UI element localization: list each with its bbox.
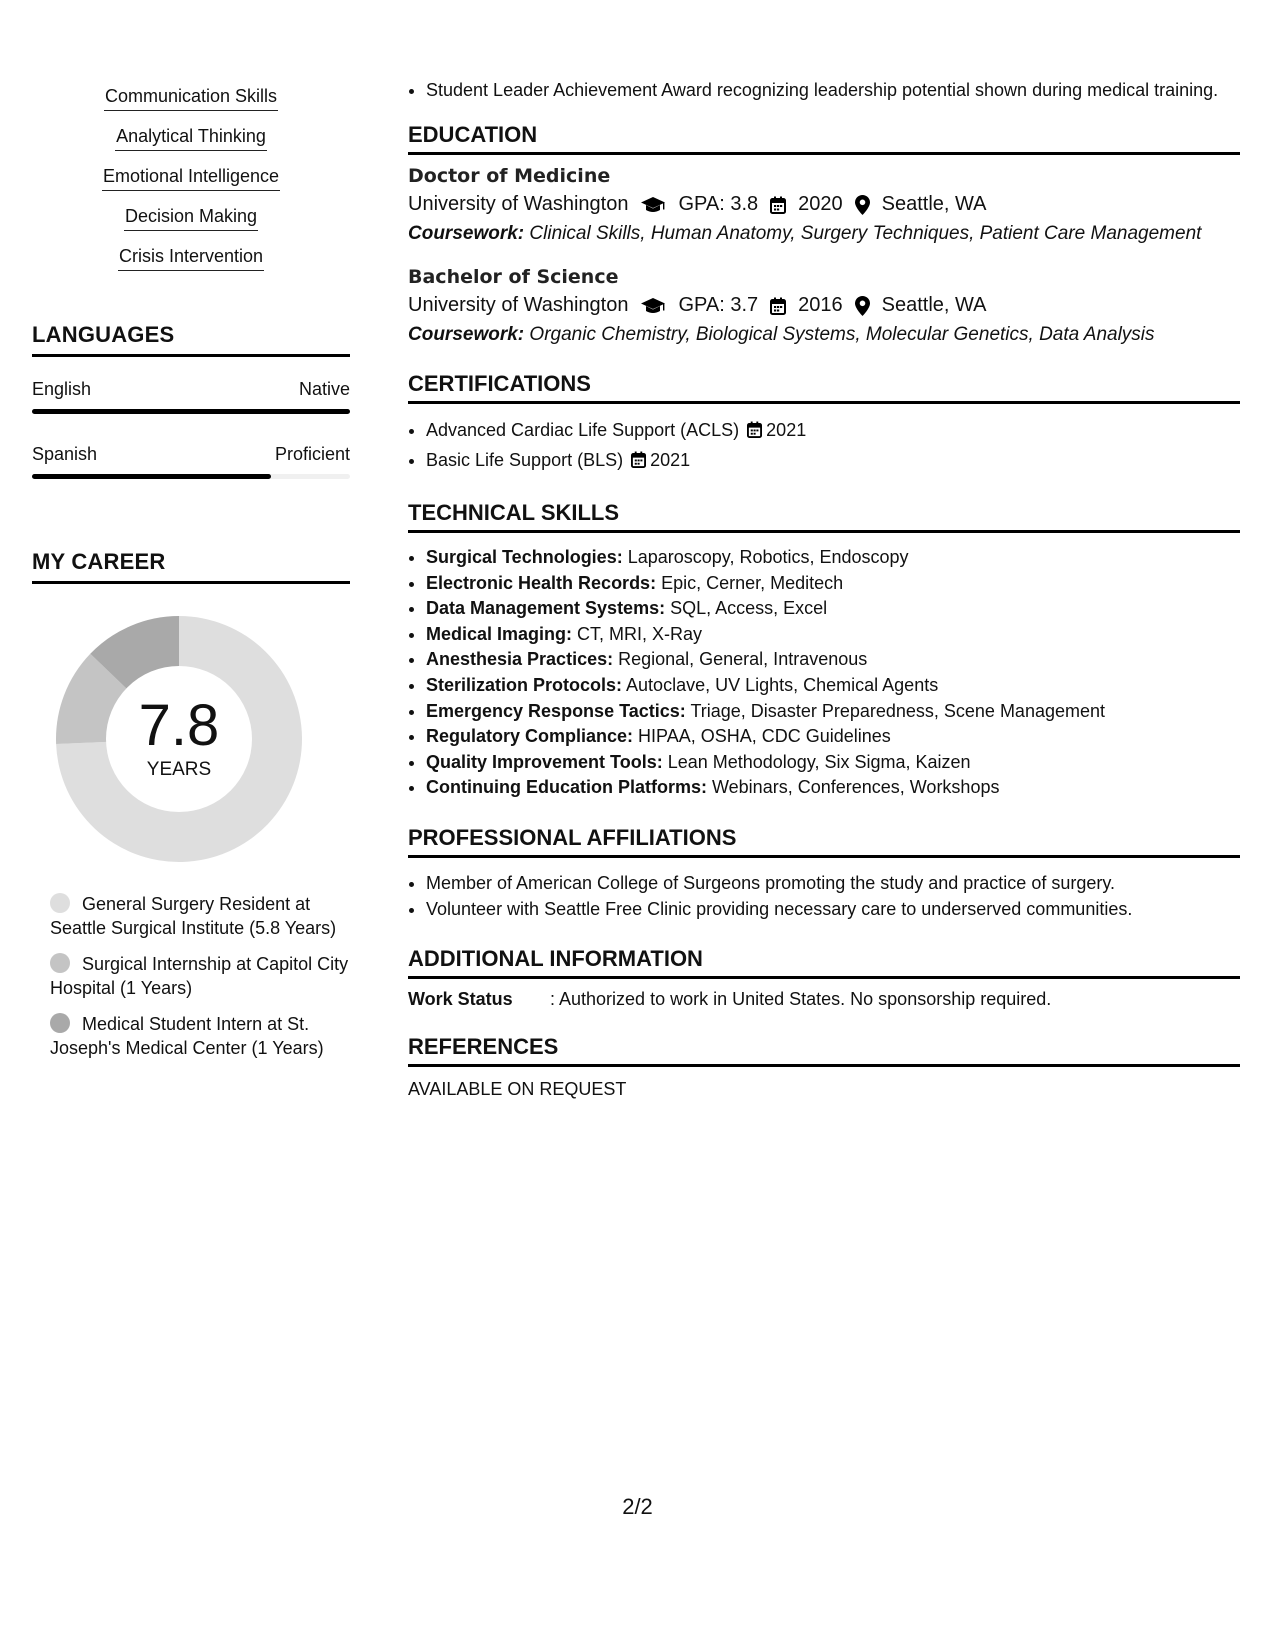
- language-english: [32, 379, 350, 414]
- legend-dot: [50, 893, 70, 913]
- education-entry: [408, 165, 1240, 246]
- language-level: Proficient: [274, 444, 350, 464]
- legend-label: Medical Student Intern at St. Joseph's Medical Center (1 Years): [50, 1014, 324, 1058]
- certification-item: [426, 446, 1240, 476]
- technical-skill-item: [426, 699, 1240, 725]
- work-status-label: Work Status: [408, 988, 513, 1009]
- skill-values: Laparoscopy, Robotics, Endoscopy: [622, 547, 909, 567]
- technical-skill-item: [426, 571, 1240, 597]
- sidebar: [32, 78, 350, 1072]
- skill-values: Triage, Disaster Preparedness, Scene Management: [685, 700, 1106, 721]
- legend-item: [50, 952, 350, 1000]
- technical-skill-item: [426, 596, 1240, 622]
- language-bar-fill: [32, 474, 271, 479]
- graduation-year: 2020: [798, 193, 843, 215]
- technical-skill-item: [426, 750, 1240, 776]
- skill-item: Communication Skills: [104, 86, 278, 111]
- education-entry: [408, 266, 1240, 347]
- certifications-list: [408, 416, 1240, 476]
- coursework-label: Coursework:: [408, 223, 525, 244]
- legend-dot: [50, 1013, 70, 1033]
- technical-skill-item: [426, 775, 1240, 801]
- affiliation-item: • Volunteer with Seattle Free Clinic providing necessary care to underserved communities.: [426, 896, 1240, 922]
- career-total: [54, 614, 304, 864]
- affiliations-heading: PROFESSIONAL AFFILIATIONS: [408, 825, 1240, 858]
- skill-item: Analytical Thinking: [115, 126, 267, 151]
- language-bar: [32, 474, 350, 479]
- skill-values: Autoclave, UV Lights, Chemical Agents: [622, 674, 939, 695]
- map-pin-icon: [855, 296, 870, 316]
- graduation-year: 2016: [798, 294, 843, 316]
- skills-list: [32, 86, 350, 286]
- gpa: GPA: 3.8: [678, 193, 759, 215]
- certification-name: Basic Life Support (BLS): [426, 450, 624, 470]
- technical-skill-item: [426, 673, 1240, 699]
- legend-label: General Surgery Resident at Seattle Surgical Institute (5.8 Years): [50, 894, 337, 938]
- affiliation-item: • Member of American College of Surgeons promoting the study and practice of surgery.: [426, 870, 1240, 896]
- language-level: Native: [298, 379, 350, 399]
- degree-title: Bachelor of Science: [408, 266, 619, 288]
- career-total-value: 7.8: [138, 693, 220, 758]
- technical-skills-list: [408, 545, 1240, 801]
- skill-item: Emotional Intelligence: [102, 166, 280, 191]
- references-heading: REFERENCES: [408, 1034, 1240, 1067]
- skill-values: Lean Methodology, Six Sigma, Kaizen: [662, 751, 971, 772]
- certifications-heading: CERTIFICATIONS: [408, 371, 1240, 404]
- skill-values: HIPAA, OSHA, CDC Guidelines: [633, 726, 891, 747]
- language-bar: [32, 409, 350, 414]
- work-status-row: [408, 989, 1240, 1010]
- coursework-label: Coursework:: [408, 324, 525, 345]
- legend-item: [50, 892, 350, 940]
- skill-values: SQL, Access, Excel: [665, 598, 828, 619]
- affiliations-list: [408, 870, 1240, 922]
- languages-heading: LANGUAGES: [32, 322, 350, 357]
- work-status-value: : Authorized to work in United States. No sponsorship required.: [550, 988, 1052, 1009]
- calendar-icon: [747, 418, 762, 446]
- location: Seattle, WA: [881, 193, 987, 215]
- coursework: [408, 323, 1240, 347]
- award-item: • Student Leader Achievement Award recognizing leadership potential shown during medical training.: [426, 78, 1240, 102]
- language-name: English: [32, 379, 92, 399]
- skill-category: Anesthesia Practices:: [426, 649, 614, 670]
- calendar-icon: [631, 448, 646, 476]
- skill-values: Webinars, Conferences, Workshops: [707, 777, 1000, 798]
- school-name: University of Washington: [408, 294, 629, 316]
- school-name: University of Washington: [408, 193, 629, 215]
- skill-category: Data Management Systems:: [426, 598, 666, 619]
- coursework: [408, 222, 1240, 246]
- certification-year: 2021: [766, 420, 807, 440]
- language-bar-fill: [32, 409, 350, 414]
- skill-values: CT, MRI, X-Ray: [572, 623, 703, 644]
- career-chart: [32, 614, 350, 874]
- technical-skill-item: [426, 545, 1240, 571]
- legend-item: [50, 1012, 350, 1060]
- skill-values: Epic, Cerner, Meditech: [656, 572, 844, 593]
- certification-item: [426, 416, 1240, 446]
- additional-info-heading: ADDITIONAL INFORMATION: [408, 946, 1240, 979]
- degree-title: Doctor of Medicine: [408, 165, 611, 187]
- graduation-cap-icon: [640, 297, 666, 315]
- skill-item: Crisis Intervention: [118, 246, 264, 271]
- references-text: AVAILABLE ON REQUEST: [408, 1078, 627, 1099]
- calendar-icon: [770, 196, 786, 214]
- skill-category: Sterilization Protocols:: [426, 674, 623, 695]
- career-legend: [32, 892, 350, 1060]
- location: Seattle, WA: [881, 294, 987, 316]
- certification-year: 2021: [650, 450, 691, 470]
- education-heading: EDUCATION: [408, 122, 1240, 155]
- legend-dot: [50, 953, 70, 973]
- page-number: 2/2: [622, 1494, 653, 1519]
- map-pin-icon: [855, 195, 870, 215]
- graduation-cap-icon: [640, 196, 666, 214]
- calendar-icon: [770, 297, 786, 315]
- technical-skill-item: [426, 647, 1240, 673]
- skill-item: Decision Making: [124, 206, 258, 231]
- awards-list: [408, 78, 1240, 102]
- certification-name: Advanced Cardiac Life Support (ACLS): [426, 420, 740, 440]
- skill-category: Quality Improvement Tools:: [426, 751, 663, 772]
- coursework-text: Organic Chemistry, Biological Systems, Molecular Genetics, Data Analysis: [524, 324, 1155, 345]
- language-spanish: [32, 444, 350, 479]
- career-total-unit: YEARS: [146, 759, 212, 780]
- skill-category: Medical Imaging:: [426, 623, 573, 644]
- language-name: Spanish: [32, 444, 98, 464]
- main-column: [408, 78, 1240, 1100]
- skill-values: Regional, General, Intravenous: [613, 649, 868, 670]
- gpa: GPA: 3.7: [678, 294, 759, 316]
- skill-category: Electronic Health Records:: [426, 572, 657, 593]
- skill-category: Continuing Education Platforms:: [426, 777, 707, 798]
- legend-label: Surgical Internship at Capitol City Hospital (1 Years): [50, 954, 349, 998]
- skill-category: Surgical Technologies:: [426, 547, 623, 567]
- skill-category: Regulatory Compliance:: [426, 726, 634, 747]
- technical-skill-item: [426, 724, 1240, 750]
- career-heading: MY CAREER: [32, 549, 350, 584]
- coursework-text: Clinical Skills, Human Anatomy, Surgery Techniques, Patient Care Management: [524, 223, 1202, 244]
- technical-skill-item: [426, 622, 1240, 648]
- technical-skills-heading: TECHNICAL SKILLS: [408, 500, 1240, 533]
- skill-category: Emergency Response Tactics:: [426, 700, 686, 721]
